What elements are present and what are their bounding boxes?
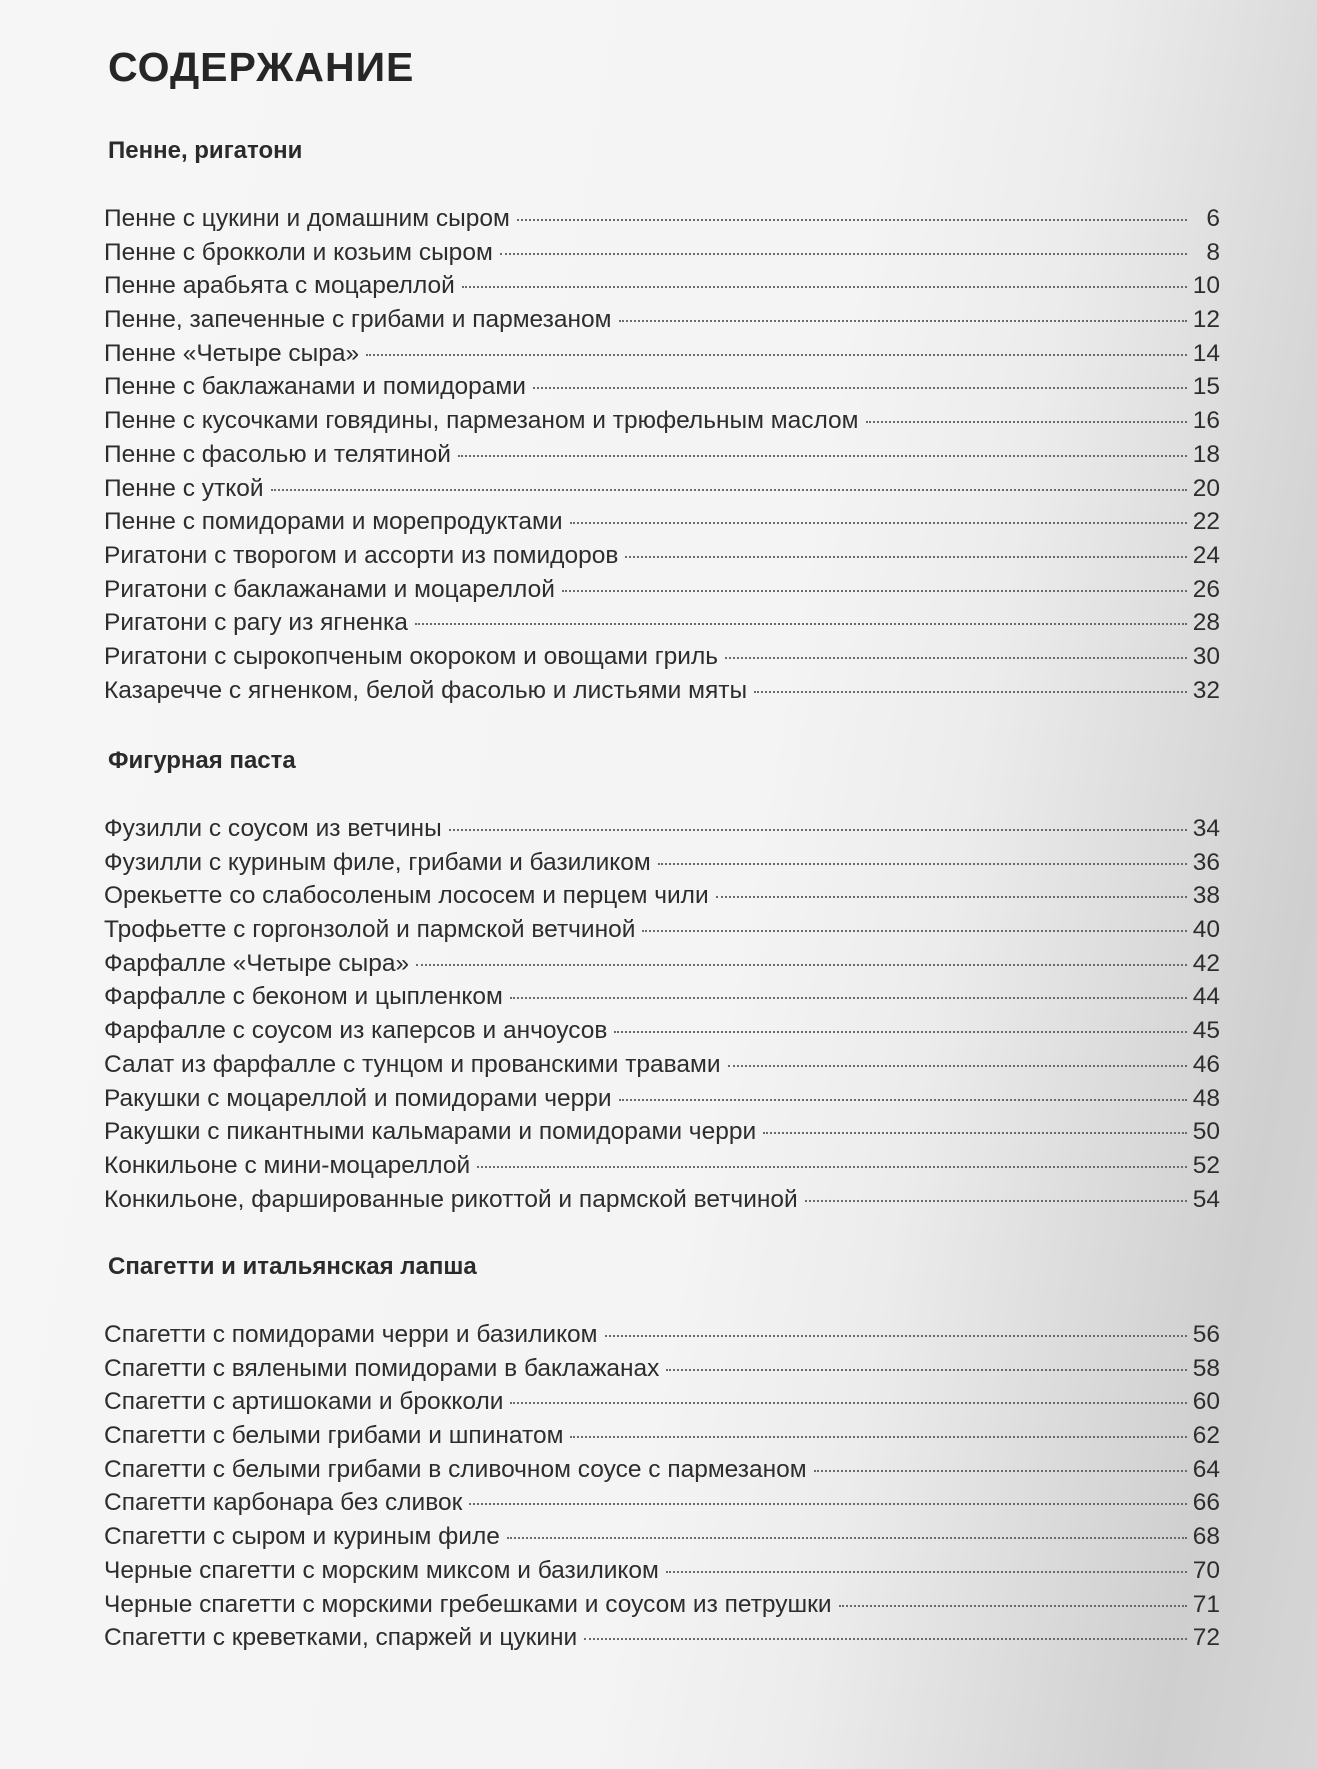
- entry-title: Пенне с фасолью и телятиной: [104, 440, 451, 468]
- toc-entry: [104, 1355, 1220, 1389]
- page-number: 18: [1192, 440, 1220, 468]
- toc-entry: [104, 306, 1220, 340]
- dot-leader: [658, 863, 1187, 865]
- page-number: 38: [1192, 882, 1220, 910]
- toc-entry: [104, 1085, 1220, 1119]
- entry-title: Спагетти с белыми грибами в сливочном соусе с пармезаном: [104, 1455, 807, 1483]
- toc-list: [104, 205, 1220, 710]
- toc-entry: [104, 205, 1220, 239]
- entry-title: Спагетти с помидорами черри и базиликом: [104, 1321, 598, 1348]
- page-number: 56: [1192, 1321, 1220, 1348]
- dot-leader: [666, 1369, 1187, 1371]
- toc-entry: [104, 441, 1220, 475]
- page-number: 30: [1192, 642, 1220, 670]
- page-number: 24: [1192, 541, 1220, 569]
- entry-title: Орекьетте со слабосоленым лососем и перцем чили: [104, 882, 709, 910]
- page-number: 66: [1192, 1489, 1220, 1517]
- entry-title: Ракушки с моцареллой и помидорами черри: [104, 1084, 612, 1112]
- entry-title: Спагетти с вялеными помидорами в баклажанах: [104, 1354, 660, 1382]
- toc-entry: [104, 542, 1220, 576]
- entry-title: Казаречче с ягненком, белой фасолью и листьями мяты: [104, 676, 748, 704]
- toc-entry: [104, 983, 1220, 1017]
- toc-entry: [104, 1388, 1220, 1422]
- dot-leader: [763, 1132, 1187, 1134]
- page-number: 12: [1192, 306, 1220, 334]
- toc-entry: [104, 475, 1220, 509]
- page-number: 60: [1192, 1388, 1220, 1416]
- dot-leader: [462, 286, 1187, 288]
- toc-entry: [104, 1321, 1220, 1355]
- entry-title: Салат из фарфалле с тунцом и прованскими травами: [104, 1050, 721, 1078]
- page-number: 8: [1206, 238, 1220, 266]
- page-number: 46: [1192, 1050, 1220, 1078]
- toc-entry: [104, 1557, 1220, 1591]
- dot-leader: [619, 1099, 1187, 1101]
- toc-entry: [104, 1152, 1220, 1186]
- toc-entry: [104, 576, 1220, 610]
- page-number: 36: [1192, 848, 1220, 876]
- page-number: 64: [1192, 1455, 1220, 1483]
- toc-entry: [104, 882, 1220, 916]
- dot-leader: [510, 997, 1187, 999]
- entry-title: Пенне, запеченные с грибами и пармезаном: [104, 306, 612, 334]
- entry-title: Пенне с цукини и домашним сыром: [104, 205, 510, 232]
- toc-entry: [104, 609, 1220, 643]
- entry-title: Черные спагетти с морскими гребешками и соусом из петрушки: [104, 1590, 832, 1618]
- entry-title: Пенне с брокколи и козьим сыром: [104, 238, 493, 266]
- entry-title: Спагетти с креветками, спаржей и цукини: [104, 1624, 578, 1652]
- dot-leader: [517, 219, 1187, 221]
- dot-leader: [477, 1166, 1187, 1168]
- entry-title: Ракушки с пикантными кальмарами и помидорами черри: [104, 1118, 757, 1146]
- entry-title: Пенне с помидорами и морепродуктами: [104, 508, 563, 536]
- page-number: 50: [1192, 1118, 1220, 1146]
- page-number: 44: [1192, 983, 1220, 1011]
- toc-entry: [104, 239, 1220, 273]
- dot-leader: [570, 522, 1187, 524]
- entry-title: Фарфалле с беконом и цыпленком: [104, 983, 503, 1011]
- toc-entry: [104, 677, 1220, 711]
- entry-title: Конкильоне с мини-моцареллой: [104, 1151, 471, 1179]
- entry-title: Спагетти с сыром и куриным филе: [104, 1523, 500, 1551]
- page-number: 71: [1192, 1590, 1220, 1618]
- page-number: 62: [1192, 1422, 1220, 1450]
- entry-title: Ригатони с сырокопченым окороком и овощами гриль: [104, 642, 719, 670]
- dot-leader: [458, 455, 1187, 457]
- entry-title: Фузилли с куриным филе, грибами и базиликом: [104, 848, 651, 876]
- dot-leader: [366, 354, 1187, 356]
- page-number: 32: [1192, 676, 1220, 704]
- dot-leader: [605, 1335, 1187, 1337]
- page-number: 26: [1192, 575, 1220, 603]
- entry-title: Ригатони с рагу из ягненка: [104, 609, 408, 637]
- entry-title: Пенне с уткой: [104, 474, 264, 502]
- entry-title: Трофьетте с горгонзолой и пармской ветчиной: [104, 916, 636, 944]
- toc-entry: [104, 508, 1220, 542]
- page-number: 28: [1192, 609, 1220, 637]
- dot-leader: [625, 556, 1187, 558]
- dot-leader: [584, 1638, 1187, 1640]
- dot-leader: [619, 320, 1187, 322]
- dot-leader: [562, 590, 1187, 592]
- page-number: 68: [1192, 1523, 1220, 1551]
- entry-title: Спагетти с артишоками и брокколи: [104, 1388, 504, 1416]
- dot-leader: [570, 1436, 1187, 1438]
- page-number: 6: [1206, 205, 1220, 232]
- page-number: 34: [1192, 815, 1220, 842]
- page-number: 16: [1192, 407, 1220, 435]
- page-number: 72: [1192, 1624, 1220, 1652]
- toc-list: [104, 1321, 1220, 1658]
- dot-leader: [839, 1605, 1187, 1607]
- section-title: Пенне, ригатони: [108, 137, 303, 164]
- entry-title: Спагетти с белыми грибами и шпинатом: [104, 1422, 564, 1450]
- dot-leader: [271, 489, 1187, 491]
- page-number: 48: [1192, 1084, 1220, 1112]
- dot-leader: [666, 1571, 1187, 1573]
- page-number: 10: [1192, 272, 1220, 300]
- toc-entry: [104, 1489, 1220, 1523]
- page-number: 52: [1192, 1151, 1220, 1179]
- page-number: 22: [1192, 508, 1220, 536]
- entry-title: Пенне с баклажанами и помидорами: [104, 373, 526, 401]
- page-number: 45: [1192, 1017, 1220, 1045]
- toc-entry: [104, 1186, 1220, 1220]
- page-number: 14: [1192, 339, 1220, 367]
- dot-leader: [449, 829, 1187, 831]
- dot-leader: [725, 657, 1187, 659]
- dot-leader: [533, 387, 1187, 389]
- dot-leader: [866, 421, 1187, 423]
- page-number: 42: [1192, 949, 1220, 977]
- toc-list: [104, 815, 1220, 1219]
- entry-title: Фузилли с соусом из ветчины: [104, 815, 442, 842]
- toc-entry: [104, 340, 1220, 374]
- dot-leader: [642, 930, 1187, 932]
- entry-title: Спагетти карбонара без сливок: [104, 1489, 463, 1517]
- toc-entry: [104, 1422, 1220, 1456]
- page-number: 15: [1192, 373, 1220, 401]
- toc-entry: [104, 1624, 1220, 1658]
- toc-entry: [104, 1017, 1220, 1051]
- toc-entry: [104, 950, 1220, 984]
- page-number: 40: [1192, 916, 1220, 944]
- section-title: Спагетти и итальянская лапша: [108, 1253, 477, 1280]
- toc-entry: [104, 1523, 1220, 1557]
- toc-entry: [104, 407, 1220, 441]
- dot-leader: [415, 623, 1187, 625]
- entry-title: Пенне «Четыре сыра»: [104, 339, 360, 367]
- toc-entry: [104, 1591, 1220, 1625]
- toc-entry: [104, 1118, 1220, 1152]
- dot-leader: [728, 1065, 1187, 1067]
- dot-leader: [510, 1402, 1187, 1404]
- entry-title: Ригатони с творогом и ассорти из помидоров: [104, 541, 619, 569]
- page-title: СОДЕРЖАНИЕ: [108, 44, 415, 90]
- toc-entry: [104, 272, 1220, 306]
- page-number: 70: [1192, 1556, 1220, 1584]
- toc-entry: [104, 1051, 1220, 1085]
- page-number: 54: [1192, 1185, 1220, 1213]
- toc-entry: [104, 373, 1220, 407]
- entry-title: Пенне арабьята с моцареллой: [104, 272, 455, 300]
- dot-leader: [500, 253, 1187, 255]
- entry-title: Конкильоне, фаршированные рикоттой и пармской ветчиной: [104, 1185, 798, 1213]
- section-title: Фигурная паста: [108, 747, 296, 774]
- entry-title: Фарфалле с соусом из каперсов и анчоусов: [104, 1017, 608, 1045]
- page-number: 20: [1192, 474, 1220, 502]
- toc-entry: [104, 643, 1220, 677]
- dot-leader: [814, 1470, 1187, 1472]
- dot-leader: [716, 896, 1187, 898]
- toc-entry: [104, 815, 1220, 849]
- dot-leader: [416, 964, 1187, 966]
- dot-leader: [754, 691, 1187, 693]
- dot-leader: [614, 1031, 1187, 1033]
- toc-entry: [104, 849, 1220, 883]
- toc-entry: [104, 1456, 1220, 1490]
- entry-title: Фарфалле «Четыре сыра»: [104, 949, 410, 977]
- entry-title: Ригатони с баклажанами и моцареллой: [104, 575, 555, 603]
- entry-title: Черные спагетти с морским миксом и базиликом: [104, 1556, 659, 1584]
- toc-entry: [104, 916, 1220, 950]
- dot-leader: [805, 1200, 1187, 1202]
- dot-leader: [469, 1503, 1187, 1505]
- dot-leader: [507, 1537, 1187, 1539]
- entry-title: Пенне с кусочками говядины, пармезаном и трюфельным маслом: [104, 407, 859, 435]
- page-number: 58: [1192, 1354, 1220, 1382]
